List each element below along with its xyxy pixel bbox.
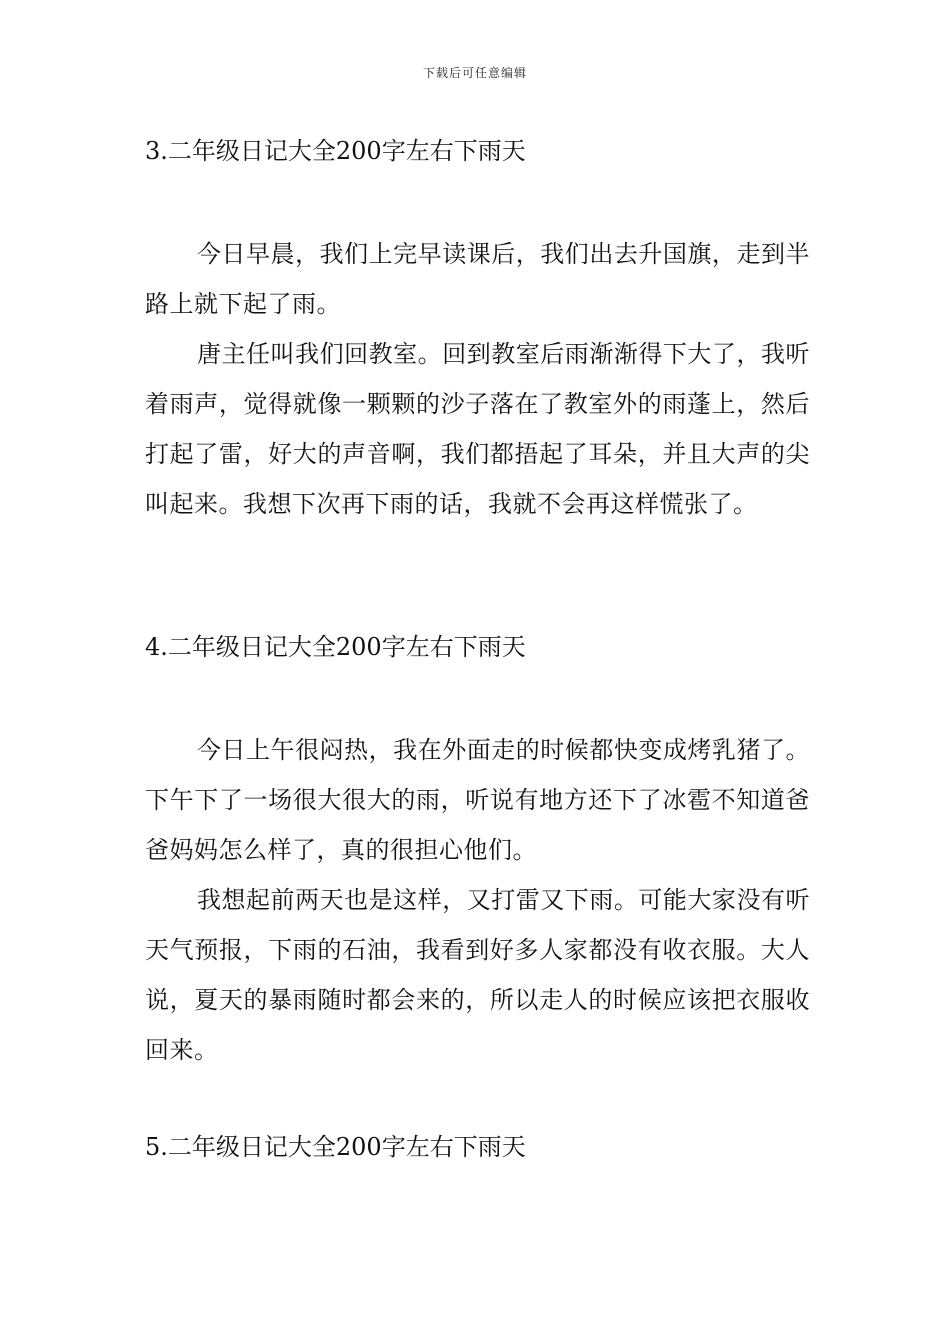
section-title: 3.二年级日记大全200字左右下雨天: [145, 137, 526, 165]
diary-section-5: [145, 1130, 810, 1164]
diary-section-4: [145, 630, 810, 1075]
section-title: 4.二年级日记大全200字左右下雨天: [145, 633, 526, 661]
section-body: [145, 229, 810, 529]
diary-section-3: [145, 134, 810, 529]
paragraph: 唐主任叫我们回教室。回到教室后雨渐渐得下大了，我听着雨声，觉得就像一颗颗的沙子落在了教室外的雨蓬上，然后打起了雷，好大的声音啊，我们都捂起了耳朵，并且大声的尖叫起来。我想下次再下雨的话，我就不会再这样慌张了。: [145, 340, 810, 518]
section-body: [145, 725, 810, 1075]
header-note: 下载后可任意编辑: [422, 66, 527, 80]
section-title: 5.二年级日记大全200字左右下雨天: [145, 1133, 526, 1161]
paragraph: 我想起前两天也是这样，又打雷又下雨。可能大家没有听天气预报，下雨的石油，我看到好多人家都没有收衣服。大人说，夏天的暴雨随时都会来的，所以走人的时候应该把衣服收回来。: [145, 886, 810, 1064]
paragraph: 今日早晨，我们上完早读课后，我们出去升国旗，走到半路上就下起了雨。: [145, 240, 810, 318]
paragraph: 今日上午很闷热，我在外面走的时候都快变成烤乳猪了。下午下了一场很大很大的雨，听说有地方还下了冰雹不知道爸爸妈妈怎么样了，真的很担心他们。: [145, 736, 810, 864]
